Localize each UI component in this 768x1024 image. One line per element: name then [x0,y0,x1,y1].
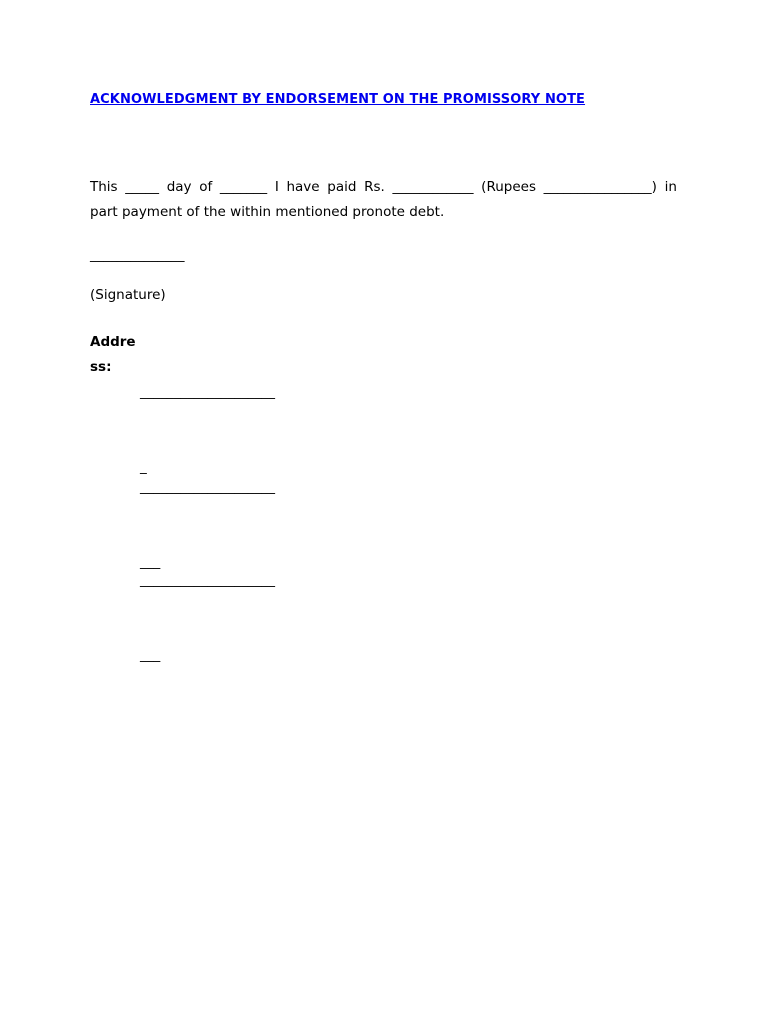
word: in [664,179,677,195]
word: have [286,179,320,195]
amount-words-blank: ________________) [543,179,657,195]
address-field-3 [140,518,280,718]
acknowledgment-paragraph [90,175,677,225]
address-label-part-2: ss: [90,359,112,375]
signature-line: ______________ [90,247,185,263]
word: I [274,179,279,195]
word: This [90,179,118,195]
word: of [199,179,213,195]
month-blank: _______ [219,179,268,195]
word: Rs. [364,179,385,195]
amount-blank: ____________ [392,179,474,195]
word: (Rupees [481,179,536,195]
address-field-line: ___ [140,554,161,570]
address-label-part-1: Addre [90,334,136,350]
paragraph-line-2: part payment of the within mentioned pronote debt. [90,204,445,220]
address-field-line: ___ [140,647,161,663]
document-title[interactable]: ACKNOWLEDGMENT BY ENDORSEMENT ON THE PROMISSORY NOTE [90,92,586,107]
signature-label: (Signature) [90,287,166,303]
address-label [90,330,138,380]
paragraph-line-1 [90,175,677,200]
day-blank: _____ [125,179,160,195]
address-field-line: ____________________ [140,479,275,495]
address-field-line: _ [140,459,147,475]
word: day [166,179,192,195]
address-field-line: ____________________ [140,572,275,588]
address-field-line: ____________________ [140,384,275,400]
word: paid [327,179,357,195]
